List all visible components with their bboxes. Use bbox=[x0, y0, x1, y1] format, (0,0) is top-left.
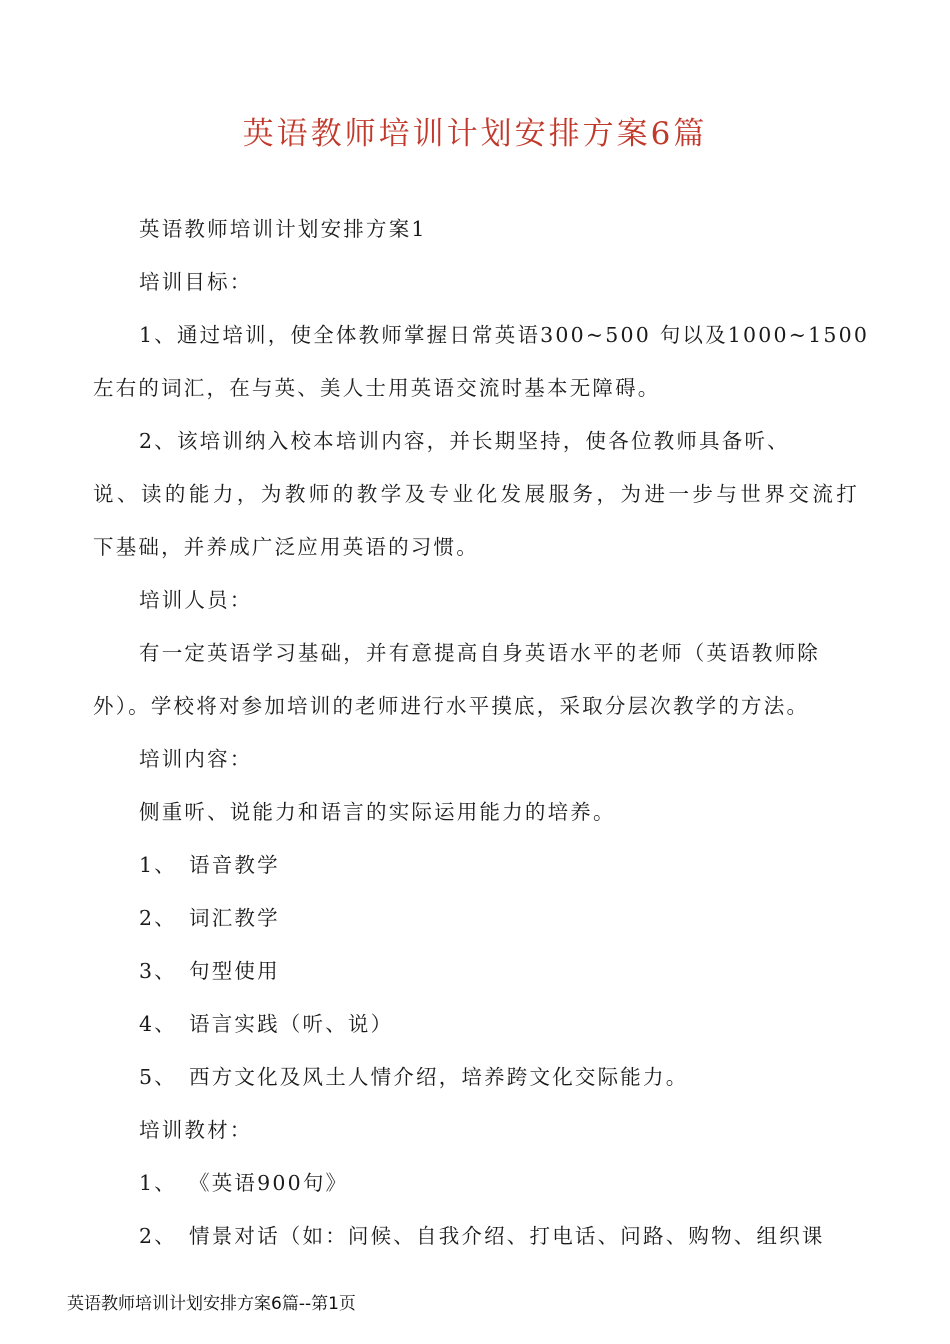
document-title: 英语教师培训计划安排方案6篇 bbox=[242, 116, 708, 152]
list-item bbox=[93, 852, 859, 878]
paragraph-line: 下基础，并养成广泛应用英语的习惯。 bbox=[93, 535, 479, 559]
page-footer: 英语教师培训计划安排方案6篇--第1页 bbox=[67, 1294, 356, 1314]
goal-label: 培训目标： bbox=[139, 270, 253, 294]
paragraph-line: 有一定英语学习基础，并有意提高自身英语水平的老师（英语教师除 bbox=[139, 641, 820, 665]
list-item bbox=[93, 1223, 859, 1249]
staff-paragraph bbox=[93, 640, 859, 719]
material-list bbox=[93, 1170, 859, 1249]
paragraph-line: 说、读的能力，为教师的教学及专业化发展服务，为进一步与世界交流打 bbox=[93, 482, 859, 506]
list-item-text: 语音教学 bbox=[189, 853, 280, 877]
paragraph-line: 左右的词汇，在与英、美人士用英语交流时基本无障碍。 bbox=[93, 376, 661, 400]
list-item-text: 句型使用 bbox=[189, 959, 280, 983]
paragraph-line: 2、该培训纳入校本培训内容，并长期坚持，使各位教师具备听、 bbox=[139, 429, 790, 453]
document-body bbox=[93, 216, 870, 1276]
paragraph-line: 外）。学校将对参加培训的老师进行水平摸底，采取分层次教学的方法。 bbox=[93, 694, 810, 718]
list-item bbox=[93, 1064, 859, 1090]
section-heading: 英语教师培训计划安排方案1 bbox=[139, 217, 427, 241]
list-item-number: 4、 bbox=[139, 1012, 177, 1036]
list-item-number: 1、 bbox=[139, 1171, 177, 1195]
goal-paragraph-1 bbox=[93, 322, 870, 401]
content-intro: 侧重听、说能力和语言的实际运用能力的培养。 bbox=[139, 800, 616, 824]
staff-label: 培训人员： bbox=[139, 588, 253, 612]
list-item-text: 情景对话（如：问候、自我介绍、打电话、问路、购物、组织课 bbox=[189, 1224, 825, 1248]
list-item bbox=[93, 1170, 859, 1196]
list-item-number: 3、 bbox=[139, 959, 177, 983]
list-item-number: 5、 bbox=[139, 1065, 177, 1089]
goal-paragraph-2 bbox=[93, 428, 859, 560]
list-item bbox=[93, 905, 859, 931]
content-list bbox=[93, 852, 859, 1090]
list-item-number: 2、 bbox=[139, 1224, 177, 1248]
list-item-number: 1、 bbox=[139, 853, 177, 877]
list-item-text: 语言实践（听、说） bbox=[189, 1012, 394, 1036]
list-item-number: 2、 bbox=[139, 906, 177, 930]
content-label: 培训内容： bbox=[139, 747, 253, 771]
list-item-text: 西方文化及风土人情介绍，培养跨文化交际能力。 bbox=[189, 1065, 689, 1089]
material-label: 培训教材： bbox=[139, 1118, 253, 1142]
list-item bbox=[93, 958, 859, 984]
list-item-text: 《英语900句》 bbox=[189, 1171, 349, 1195]
list-item-text: 词汇教学 bbox=[189, 906, 280, 930]
paragraph-line: 1、通过培训，使全体教师掌握日常英语300~500 句以及1000~1500 bbox=[139, 323, 870, 347]
list-item bbox=[93, 1011, 859, 1037]
